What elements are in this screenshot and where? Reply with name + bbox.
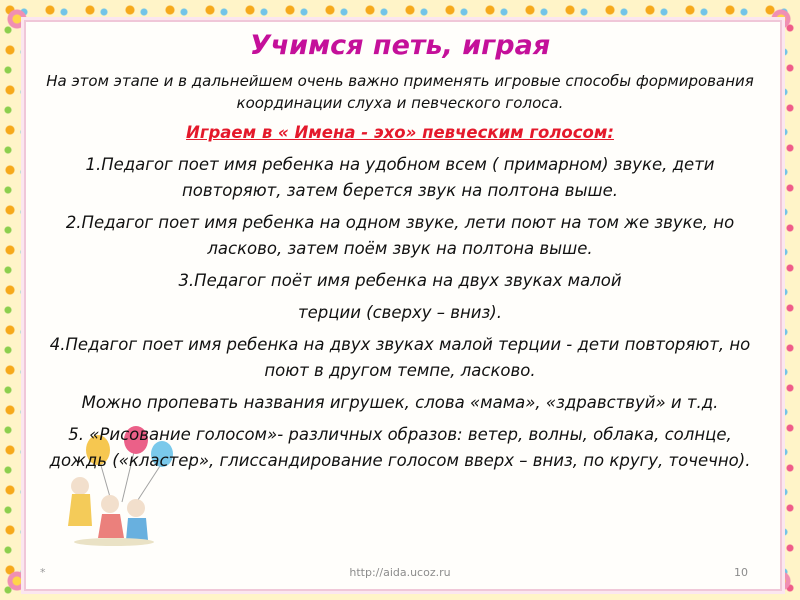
list-item: Можно пропевать названия игрушек, слова «мама», «здравствуй» и т.д. xyxy=(81,393,719,412)
intro-text: На этом этапе и в дальнейшем очень важно применять игровые способы формирования координации слуха и певческого голоса. xyxy=(46,72,754,112)
page-number: 10 xyxy=(734,566,748,579)
footer-mark: * xyxy=(40,566,46,579)
list-item: 1.Педагог поет имя ребенка на удобном всем ( примарном) звуке, дети повторяют, затем берется звук на полтона выше. xyxy=(85,155,715,200)
game-title: Играем в « Имена - эхо» певческим голосом: xyxy=(186,123,614,142)
footer-url-link[interactable]: http://aida.ucoz.ru xyxy=(349,566,451,579)
list-item: 2.Педагог поет имя ребенка на одном звуке, лети поют на том же звуке, но ласково, затем поём звук на полтона выше. xyxy=(65,213,735,258)
list-item: 5. «Рисование голосом»- различных образов: ветер, волны, облака, солнце, дождь («кластер», глиссандирование голосом вверх – вниз, по кругу, точечно). xyxy=(49,425,751,470)
slide-title: Учимся петь, играя xyxy=(249,30,551,61)
slide-body xyxy=(40,70,760,474)
list-item: терции (сверху – вниз). xyxy=(298,303,502,322)
list-item: 4.Педагог поет имя ребенка на двух звуках малой терции - дети повторяют, но поют в другом темпе, ласково. xyxy=(49,335,751,380)
list-item: 3.Педагог поёт имя ребенка на двух звуках малой xyxy=(178,271,622,290)
